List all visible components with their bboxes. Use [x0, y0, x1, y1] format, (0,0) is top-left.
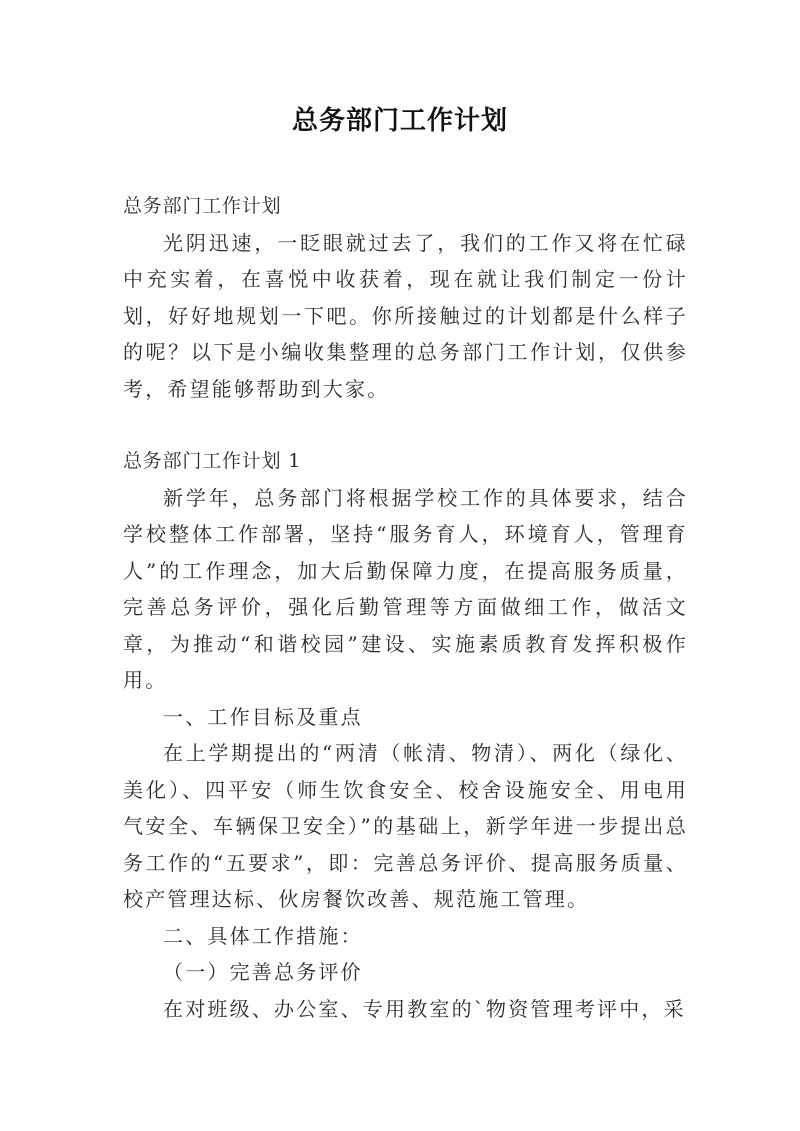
evaluation-paragraph: 在对班级、办公室、专用教室的`物资管理考评中，采: [163, 996, 686, 1021]
intro-paragraph: 光阴迅速，一眨眼就过去了，我们的工作又将在忙碌中充实着，在喜悦中收获着，现在就让我们制定一份计划，好好地规划一下吧。你所接触过的计划都是什么样子的呢？以下是小编收集整理的总务部门工作计划，仅供参考，希望能够帮助到大家。: [123, 230, 688, 401]
document-title: 总务部门工作计划: [291, 106, 508, 136]
document-body: [123, 188, 688, 1027]
subheading-work-goals: 一、工作目标及重点: [163, 704, 363, 729]
subheading-improve-evaluation: （一）完善总务评价: [163, 960, 363, 984]
intro-heading: 总务部门工作计划: [123, 195, 282, 217]
section-1-heading: 总务部门工作计划 1: [123, 450, 302, 472]
section-1-paragraph: 新学年，总务部门将根据学校工作的具体要求，结合学校整体工作部署，坚持“服务育人，环境育人，管理育人”的工作理念，加大后勤保障力度，在提高服务质量，完善总务评价，强化后勤管理等方面做细工作，做活文章，为推动“和谐校园”建设、实施素质教育发挥积极作用。: [123, 485, 688, 692]
goals-paragraph: 在上学期提出的“两清（帐清、物清）、两化（绿化、美化）、四平安（师生饮食安全、校舍设施安全、用电用气安全、车辆保卫安全）”的基础上，新学年进一步提出总务工作的“五要求”，即：完善总务评价、提高服务质量、校产管理达标、伙房餐饮改善、规范施工管理。: [123, 741, 688, 911]
section-spacer: [123, 407, 688, 443]
subheading-work-measures: 二、具体工作措施：: [163, 923, 363, 948]
